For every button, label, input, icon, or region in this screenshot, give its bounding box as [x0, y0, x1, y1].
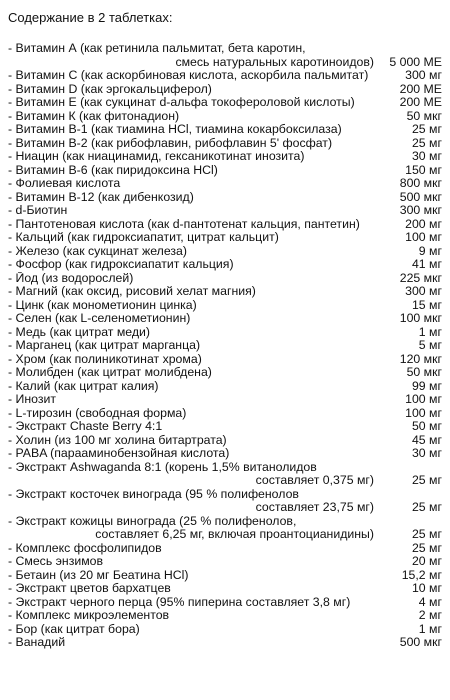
- ingredient-amount: 50 мг: [411, 419, 442, 433]
- ingredient-name: [8, 569, 380, 583]
- ingredient-name: [8, 434, 380, 448]
- ingredient-row: [8, 623, 444, 637]
- ingredient-name-continuation: составляет 23,75 мг): [255, 500, 374, 514]
- ingredient-name: [8, 542, 380, 556]
- ingredient-amount: 41 мг: [411, 257, 442, 271]
- ingredient-amount: 9 мг: [418, 243, 442, 258]
- ingredient-amount: 5 мг: [418, 338, 442, 352]
- ingredient-name: [8, 623, 380, 637]
- ingredient-amount: 25 мг: [411, 500, 442, 514]
- ingredient-name: [8, 137, 380, 151]
- ingredient-name-line: - Витамин К (как фитонадион): [8, 109, 180, 123]
- ingredient-name-line: - Холин (из 100 мг холина битартрата): [8, 433, 227, 447]
- ingredient-amount: 20 мг: [411, 554, 442, 568]
- ingredient-name: [8, 150, 380, 164]
- ingredient-name-line: - Экстракт цветов бархатцев: [8, 582, 171, 595]
- ingredient-row: [8, 204, 444, 218]
- ingredient-amount: 50 мкг: [406, 108, 442, 123]
- ingredient-name-line: - Экстракт черного перца (95% пиперина составляет 3,8 мг): [8, 595, 351, 609]
- ingredient-name: [8, 231, 380, 245]
- ingredient-row: [8, 191, 444, 205]
- ingredient-name-line: - Витамин В-1 (как тиамина HCl, тиамина кокарбоксилаза): [8, 123, 342, 136]
- ingredient-name-line: - Кальций (как гидроксиапатит, цитрат кальцит): [8, 231, 279, 244]
- ingredient-name-line: - Бор (как цитрат бора): [8, 622, 140, 636]
- ingredient-name-line: - Инозит: [8, 393, 56, 406]
- ingredient-name-line: - Комплекс фосфолипидов: [8, 541, 162, 555]
- ingredient-name-line: - Хром (как полиникотинат хрома): [8, 352, 202, 366]
- ingredient-row: [8, 339, 444, 353]
- ingredient-amount: 45 мг: [411, 432, 442, 447]
- ingredient-name-continuation: составляет 6,25 мг, включая проантоцианидины): [95, 527, 374, 541]
- ingredient-row: [8, 380, 444, 394]
- ingredient-amount: 300 мкг: [399, 203, 442, 217]
- ingredient-name-line: - Витамин В-12 (как дибенкозид): [8, 190, 194, 204]
- ingredient-row: [8, 326, 444, 340]
- ingredient-name: [8, 299, 380, 313]
- ingredient-name-line: - Калий (как цитрат калия): [8, 379, 159, 393]
- ingredient-amount: 25 мг: [411, 473, 442, 487]
- ingredient-name-line: - Экстракт косточек винограда (95 % полифенолов: [8, 487, 299, 501]
- ingredient-name-line: - d-Биотин: [8, 204, 68, 217]
- ingredient-name-line: - Пантотеновая кислота (как d-пантотенат кальция, пантетин): [8, 217, 360, 231]
- ingredient-amount: 150 мг: [405, 162, 442, 177]
- ingredient-name-line: - Витамин С (как аскорбиновая кислота, аскорбила пальмитат): [8, 69, 369, 82]
- ingredient-row: [8, 609, 444, 623]
- ingredient-name-line: - Витамин В-6 (как пиридоксина HCl): [8, 163, 218, 177]
- ingredient-amount: 225 мкг: [399, 270, 442, 285]
- ingredient-row: [8, 434, 444, 448]
- ingredient-name-line: - Ниацин (как ниацинамид, гексаникотинат инозита): [8, 150, 305, 163]
- ingredient-name-line: - Витамин D (как эргокальциферол): [8, 82, 212, 96]
- ingredient-name-continuation: составляет 0,375 мг): [255, 473, 374, 487]
- ingredient-amount: 25 мг: [411, 527, 442, 541]
- ingredient-amount: 25 мг: [411, 135, 442, 150]
- ingredient-row: [8, 258, 444, 272]
- ingredient-name: [8, 339, 380, 353]
- ingredient-row: [8, 488, 444, 515]
- ingredient-name-line: - Марганец (как цитрат марганца): [8, 339, 201, 352]
- ingredient-name-line: - Комплекс микроэлементов: [8, 609, 170, 622]
- ingredient-row: [8, 407, 444, 421]
- ingredient-name: [8, 191, 380, 205]
- ingredient-name: [8, 123, 380, 137]
- ingredient-name: [8, 447, 380, 461]
- ingredient-row: [8, 569, 444, 583]
- ingredient-name: [8, 609, 380, 623]
- ingredient-row: [8, 366, 444, 380]
- ingredient-amount: 100 мг: [405, 392, 442, 406]
- ingredient-row: [8, 461, 444, 488]
- ingredient-name: [8, 83, 380, 97]
- ingredient-name: [8, 204, 380, 218]
- ingredient-row: [8, 420, 444, 434]
- ingredient-name: [8, 177, 380, 191]
- ingredient-name: [8, 69, 380, 83]
- ingredient-name-line: - Селен (как L-селенометионин): [8, 312, 191, 325]
- ingredient-amount: 300 мг: [405, 284, 442, 298]
- ingredient-name-line: - Бетаин (из 20 мг Беатина HCl): [8, 568, 189, 582]
- ingredient-name: [8, 407, 380, 421]
- ingredient-name-line: - L-тирозин (свободная форма): [8, 406, 187, 420]
- ingredient-name: [8, 393, 380, 407]
- ingredient-row: [8, 69, 444, 83]
- ingredient-row: [8, 515, 444, 542]
- ingredient-name: [8, 164, 380, 178]
- ingredient-name: [8, 366, 380, 380]
- ingredient-row: [8, 636, 444, 650]
- ingredient-name-line: - Фосфор (как гидроксиапатит кальция): [8, 258, 234, 271]
- ingredient-row: [8, 272, 444, 286]
- ingredient-name: [8, 582, 380, 596]
- ingredient-amount: 300 мг: [405, 68, 442, 82]
- ingredient-row: [8, 137, 444, 151]
- ingredient-amount: 10 мг: [411, 581, 442, 595]
- ingredient-row: [8, 353, 444, 367]
- ingredient-amount: 200 МЕ: [399, 81, 442, 96]
- ingredient-name: [8, 596, 380, 610]
- ingredient-name: [8, 218, 380, 232]
- ingredient-amount: 500 мкг: [399, 635, 442, 649]
- ingredient-row: [8, 447, 444, 461]
- ingredient-name-line: - Витамин Е (как сукцинат d-альфа токофероловой кислоты): [8, 96, 355, 109]
- ingredient-amount: 120 мкг: [399, 351, 442, 366]
- ingredient-amount: 25 мг: [411, 122, 442, 136]
- ingredient-row: [8, 96, 444, 110]
- ingredient-name: [8, 285, 380, 299]
- ingredient-amount: 50 мкг: [406, 365, 442, 379]
- ingredient-row: [8, 555, 444, 569]
- ingredient-row: [8, 110, 444, 124]
- ingredient-amount: 5 000 МЕ: [389, 54, 442, 69]
- ingredient-amount: 4 мг: [418, 594, 442, 609]
- ingredient-name: [8, 258, 380, 272]
- ingredient-name-line: - Витамин А (как ретинила пальмитат, бета каротин,: [8, 42, 306, 55]
- ingredient-name: [8, 245, 380, 259]
- ingredient-name: [8, 353, 380, 367]
- ingredient-amount: 100 мг: [405, 405, 442, 420]
- ingredient-amount: 500 мкг: [399, 189, 442, 204]
- ingredient-amount: 200 МЕ: [399, 95, 442, 109]
- ingredient-row: [8, 285, 444, 299]
- ingredient-amount: 99 мг: [411, 378, 442, 393]
- ingredient-name: [8, 326, 380, 340]
- ingredient-amount: 30 мг: [411, 149, 442, 163]
- ingredient-name: [8, 461, 380, 488]
- ingredient-name-line: - Экстракт кожицы винограда (25 % полифенолов,: [8, 514, 297, 528]
- ingredient-name: [8, 42, 380, 69]
- ingredient-amount: 25 мг: [411, 540, 442, 555]
- ingredient-row: [8, 83, 444, 97]
- supplement-facts-document: [8, 10, 444, 650]
- ingredient-name: [8, 380, 380, 394]
- ingredient-row: [8, 542, 444, 556]
- ingredient-name: [8, 555, 380, 569]
- ingredient-name: [8, 312, 380, 326]
- ingredient-name: [8, 96, 380, 110]
- ingredient-row: [8, 596, 444, 610]
- ingredient-name-line: - Медь (как цитрат меди): [8, 325, 151, 339]
- ingredient-amount: 1 мг: [418, 621, 442, 636]
- ingredient-name: [8, 488, 380, 515]
- ingredient-amount: 100 мкг: [399, 311, 442, 325]
- ingredient-name-line: - PABA (парааминобензойная кислота): [8, 447, 230, 460]
- ingredient-name-line: - Железо (как сукцинат железа): [8, 244, 187, 258]
- ingredient-name: [8, 636, 380, 650]
- ingredient-amount: 15,2 мг: [401, 567, 442, 582]
- ingredients-list: [8, 42, 444, 650]
- ingredient-row: [8, 245, 444, 259]
- ingredient-amount: 1 мг: [418, 324, 442, 339]
- ingredient-name: [8, 420, 380, 434]
- ingredient-row: [8, 393, 444, 407]
- ingredient-amount: 30 мг: [411, 446, 442, 460]
- ingredient-name-continuation: смесь натуральных каротиноидов): [175, 54, 374, 69]
- ingredient-amount: 15 мг: [411, 297, 442, 312]
- ingredient-name: [8, 515, 380, 542]
- ingredient-row: [8, 582, 444, 596]
- ingredient-name-line: - Экстракт Chaste Berry 4:1: [8, 420, 163, 433]
- ingredient-name-line: - Витамин В-2 (как рибофлавин, рибофлавин 5' фосфат): [8, 136, 333, 150]
- ingredient-row: [8, 164, 444, 178]
- document-heading: Содержание в 2 таблетках:: [8, 10, 173, 25]
- ingredient-name: [8, 110, 380, 124]
- ingredient-row: [8, 299, 444, 313]
- ingredient-name: [8, 272, 380, 286]
- ingredient-name-line: - Фолиевая кислота: [8, 177, 121, 190]
- ingredient-name-line: - Экстракт Ashwaganda 8:1 (корень 1,5% витанолидов: [8, 460, 317, 474]
- ingredient-name-line: - Магний (как оксид, рисовий хелат магния): [8, 285, 256, 298]
- ingredient-row: [8, 231, 444, 245]
- ingredient-amount: 200 мг: [405, 216, 442, 231]
- ingredient-row: [8, 177, 444, 191]
- ingredient-name-line: - Смесь энзимов: [8, 555, 104, 568]
- ingredient-name-line: - Йод (из водорослей): [8, 271, 134, 285]
- ingredient-row: [8, 150, 444, 164]
- ingredient-amount: 100 мг: [405, 230, 442, 244]
- ingredient-row: [8, 312, 444, 326]
- ingredient-row: [8, 218, 444, 232]
- ingredient-amount: 800 мкг: [399, 176, 442, 190]
- ingredient-name-line: - Ванадий: [8, 636, 66, 649]
- ingredient-name-line: - Цинк (как монометионин цинка): [8, 298, 197, 312]
- ingredient-row: [8, 42, 444, 69]
- ingredient-name-line: - Молибден (как цитрат молибдена): [8, 366, 212, 379]
- ingredient-row: [8, 123, 444, 137]
- ingredient-amount: 2 мг: [418, 608, 442, 622]
